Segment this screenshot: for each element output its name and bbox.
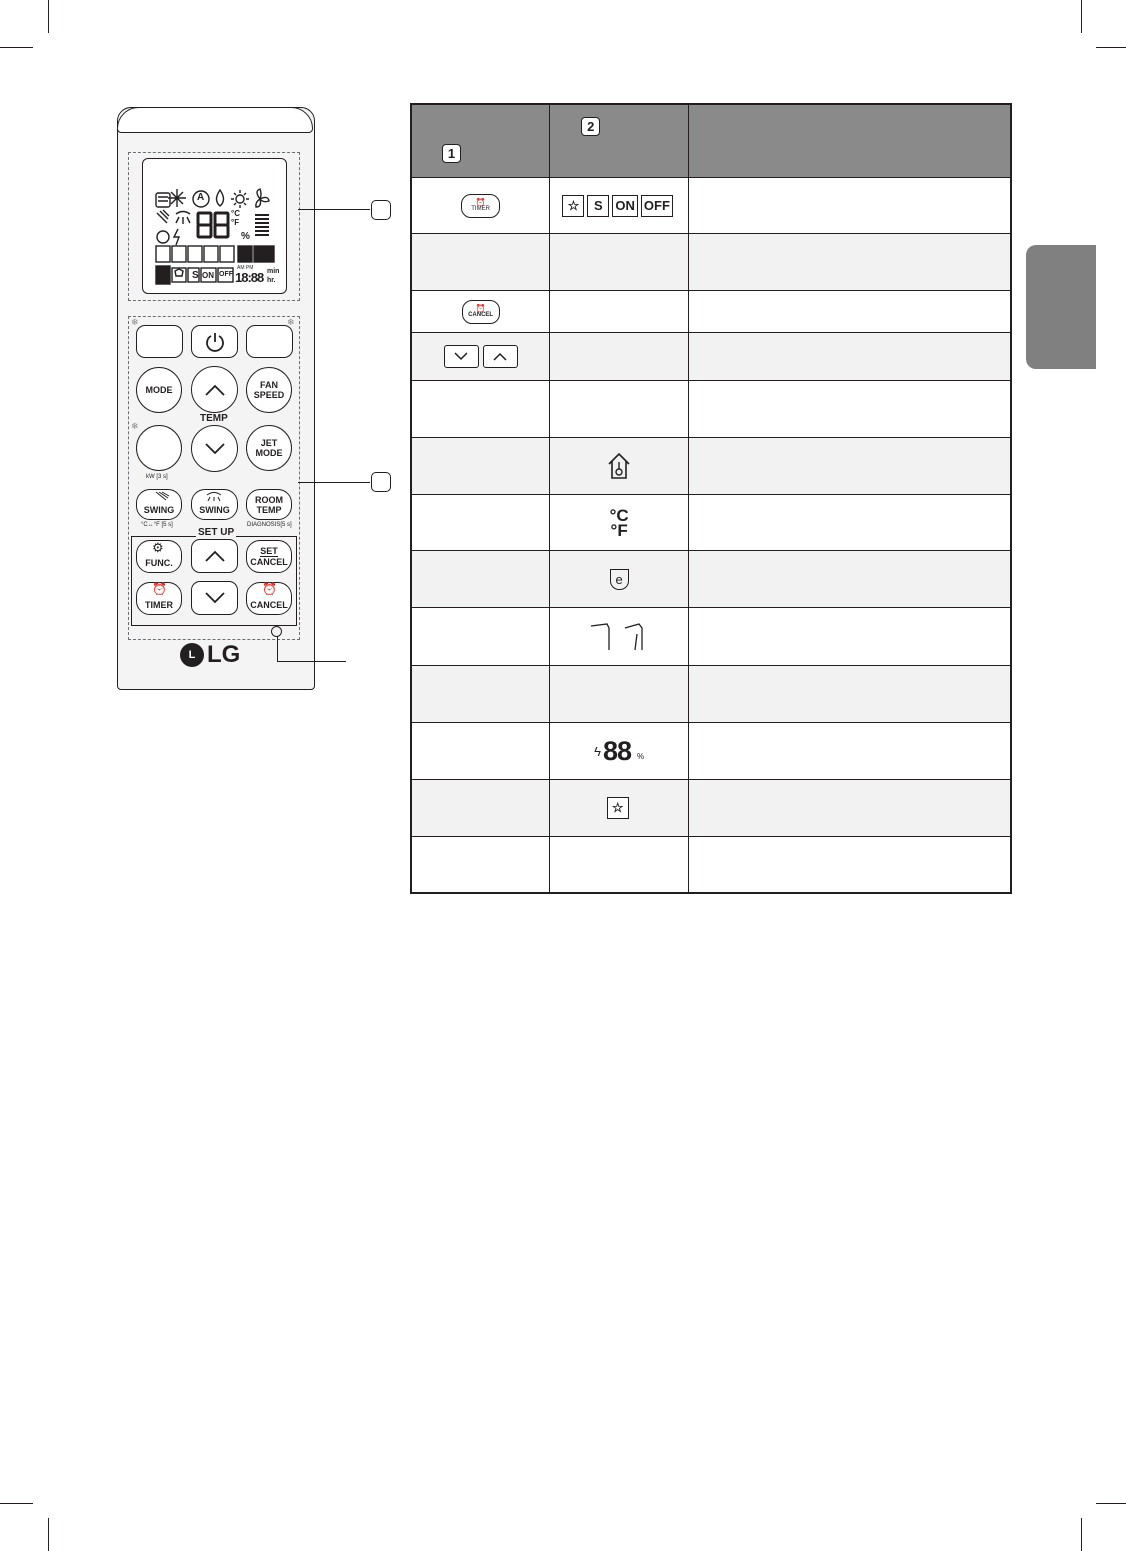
table-cell [550,333,689,381]
header-col1 [411,104,550,178]
table-row [411,837,1011,893]
callout-box [371,472,391,492]
down-button-icon [444,345,479,368]
callout-line [277,661,346,662]
cancel-button-icon [462,300,500,324]
cancel-label: CANCEL [250,557,288,567]
table-row [411,723,1011,780]
table-cell [689,666,1011,723]
lcd-on-label: ON [202,271,214,280]
energy-plug-letter: e [615,571,623,587]
lcd-ampm: AM PM [237,265,254,271]
swing-label: SWING [199,504,230,515]
table-cell [689,837,1011,893]
power-button[interactable] [191,325,238,358]
temp-label: TEMP [256,504,282,515]
lg-logo-mark: L [180,643,204,667]
table-row [411,291,1011,333]
table-cell [411,333,550,381]
lcd-hr: hr. [267,277,276,284]
fan-speed-button[interactable] [246,367,292,413]
lcd-auto-label: A [197,192,205,203]
table-cell [411,381,550,438]
temp-up-button[interactable] [191,366,238,413]
chevron-up-icon [204,383,226,397]
cf-sublabel: °C↔°F [5 s] [141,522,173,528]
blank-left-button[interactable] [136,325,183,358]
table-cell [550,666,689,723]
table-row [411,780,1011,837]
set-up-label: SET UP [198,527,235,538]
speed-label: SPEED [253,390,285,400]
table-cell [411,608,550,666]
chevron-down-icon [204,591,226,605]
temp-label: TEMP [200,413,228,424]
timer-button-icon [461,194,500,218]
table-cell [689,608,1011,666]
mode-button[interactable] [136,367,182,413]
crop-mark [1081,0,1082,33]
table-cell [550,780,689,837]
up-button-icon [483,345,518,368]
chevron-up-icon [493,352,507,361]
mode-label: MODE [145,385,173,395]
callout-box [371,200,391,220]
power-digits: 88 [603,735,632,766]
set-cancel-button[interactable] [246,540,292,573]
lcd-unit-c: °C [231,209,240,218]
chevron-down-icon [454,352,468,361]
table-cell [411,495,550,551]
blank-right-button[interactable] [246,325,293,358]
on-box-icon: ON [612,195,638,217]
swing-vertical-icon [154,491,170,501]
lcd-s-label: S [192,270,199,281]
fan-label: FAN [260,380,278,390]
remote-control-top [117,107,313,133]
func-label: FUNC. [145,557,173,568]
cancel-label: CANCEL [250,600,288,610]
lcd-min: min [267,268,280,275]
table-row [411,438,1011,495]
section-tab [1026,245,1096,369]
fahrenheit-icon: °F [610,520,628,540]
alarm-clock-icon: ⏰ [475,303,486,313]
jet-mode-button[interactable] [246,425,292,471]
table-row [411,234,1011,291]
alarm-clock-icon: ⏰ [262,582,277,596]
table-row [411,551,1011,608]
star-box-icon: ☆ [607,797,629,819]
room-temp-button[interactable] [246,489,292,520]
gear-icon: ⚙ [152,540,164,555]
table-cell [689,551,1011,608]
table-row [411,333,1011,381]
room-label: ROOM [255,494,283,505]
table-cell [689,178,1011,234]
table-cell [411,723,550,780]
crop-mark [1081,1518,1082,1551]
table-cell [411,837,550,893]
table-row [411,608,1011,666]
table-cell [689,381,1011,438]
table-row [411,178,1011,234]
table-row [411,666,1011,723]
lg-logo-text: LG [207,641,241,668]
crop-mark [0,1503,33,1504]
snowflake-icon: ❄ [287,317,295,327]
feature-table [410,103,1012,894]
house-thermometer-icon [607,451,631,481]
header-col2 [550,104,689,178]
chevron-down-icon [204,442,226,456]
snowflake-icon: ❄ [131,317,139,327]
table-cell [550,381,689,438]
table-row [411,495,1011,551]
set-label: SET [260,546,278,556]
crop-mark [48,1518,49,1551]
kw-sublabel: kW [3 s] [146,474,168,480]
table-cell [411,551,550,608]
kw-button[interactable] [136,425,182,471]
power-percent: % [637,751,645,761]
jet-label: JET [260,438,278,448]
table-cell [550,178,689,234]
table-cell [550,291,689,333]
table-cell [411,780,550,837]
table-cell [689,291,1011,333]
table-cell [411,291,550,333]
table-cell [689,723,1011,780]
jet-mode-label: MODE [255,448,283,458]
power-icon [204,331,226,353]
setup-down-button[interactable] [191,581,238,615]
crop-mark [1096,47,1126,48]
table-cell [411,438,550,495]
setup-up-button[interactable] [191,539,238,573]
swing-direction-icon [587,622,651,652]
alarm-clock-icon: ⏰ [152,582,167,596]
sleep-box-icon: S [587,195,609,217]
crop-mark [1096,1503,1126,1504]
lcd-display [142,158,287,294]
callout-line [298,209,370,210]
lg-logo [180,641,240,669]
power-lightning-icon: ϟ [594,743,601,759]
timer-label: TIMER [145,600,173,610]
lcd-icons [143,159,286,293]
header-number-2: 2 [581,117,600,136]
lcd-off-label: OFF [219,271,233,278]
timer-icon-label: TIMER [471,205,490,212]
lcd-percent: % [241,231,250,242]
table-cell [689,495,1011,551]
callout-line [277,636,278,662]
table-cell [550,723,689,780]
table-cell [411,178,550,234]
diagnosis-sublabel: DIAGNOSIS[5 s] [247,522,292,528]
celsius-icon: °C [609,505,629,525]
table-cell [550,608,689,666]
table-cell [411,666,550,723]
header-number-1: 1 [442,144,461,163]
table-cell [550,234,689,291]
table-row [411,381,1011,438]
snowflake-icon: ❄ [131,421,139,431]
star-box-icon: ☆ [562,195,584,217]
alarm-clock-icon: ⏰ [475,197,486,207]
table-cell [689,438,1011,495]
table-cell [689,780,1011,837]
lcd-clock: 18:88 [235,270,264,285]
table-cell [411,234,550,291]
off-box-icon: OFF [641,195,673,217]
table-cell [689,234,1011,291]
temp-down-button[interactable] [191,425,238,472]
table-cell [550,837,689,893]
crop-mark [0,47,33,48]
crop-mark [48,0,49,33]
swing-label: SWING [143,504,175,515]
energy-plug-icon [610,569,629,590]
table-cell [550,495,689,551]
callout-line [298,482,370,483]
table-cell [550,438,689,495]
chevron-up-icon [204,549,226,563]
swing-horizontal-icon [205,491,223,501]
table-cell [689,333,1011,381]
cancel-icon-label: CANCEL [468,311,494,318]
lcd-unit-f: °F [231,218,240,227]
header-col3 [689,104,1011,178]
table-cell [550,551,689,608]
